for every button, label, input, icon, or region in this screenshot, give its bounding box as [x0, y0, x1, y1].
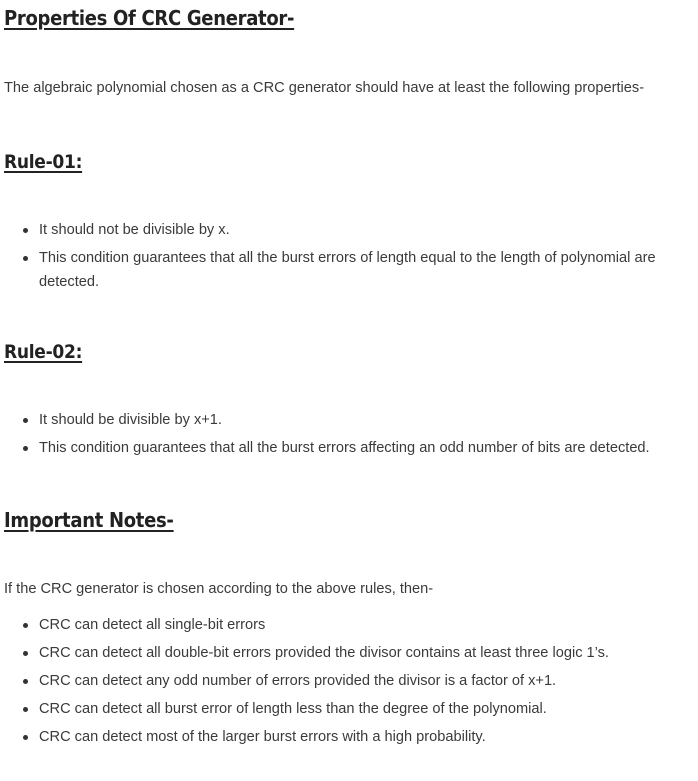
notes-intro-paragraph: If the CRC generator is chosen according to the above rules, then- [4, 581, 434, 597]
page-title: Properties Of CRC Generator- [4, 6, 295, 30]
rule-01-heading: Rule-01: [4, 151, 83, 173]
list-item: CRC can detect all double-bit errors provided the divisor contains at least three logic 1’s. [4, 641, 694, 665]
list-item: CRC can detect all burst error of length less than the degree of the polynomial. [4, 697, 694, 721]
rule-02-heading: Rule-02: [4, 341, 83, 363]
list-item: This condition guarantees that all the burst errors of length equal to the length of polynomial are detected. [4, 246, 694, 294]
list-item: CRC can detect any odd number of errors provided the divisor is a factor of x+1. [4, 669, 694, 693]
important-notes-heading: Important Notes- [4, 508, 174, 532]
list-item: CRC can detect most of the larger burst errors with a high probability. [4, 725, 694, 749]
intro-paragraph: The algebraic polynomial chosen as a CRC generator should have at least the following properties- [4, 80, 645, 96]
list-item: It should not be divisible by x. [4, 218, 694, 242]
list-item: This condition guarantees that all the burst errors affecting an odd number of bits are detected. [4, 436, 694, 460]
rule-02-list [4, 408, 694, 464]
rule-01-list [4, 218, 694, 298]
notes-list [4, 613, 694, 753]
list-item: CRC can detect all single-bit errors [4, 613, 694, 637]
list-item: It should be divisible by x+1. [4, 408, 694, 432]
